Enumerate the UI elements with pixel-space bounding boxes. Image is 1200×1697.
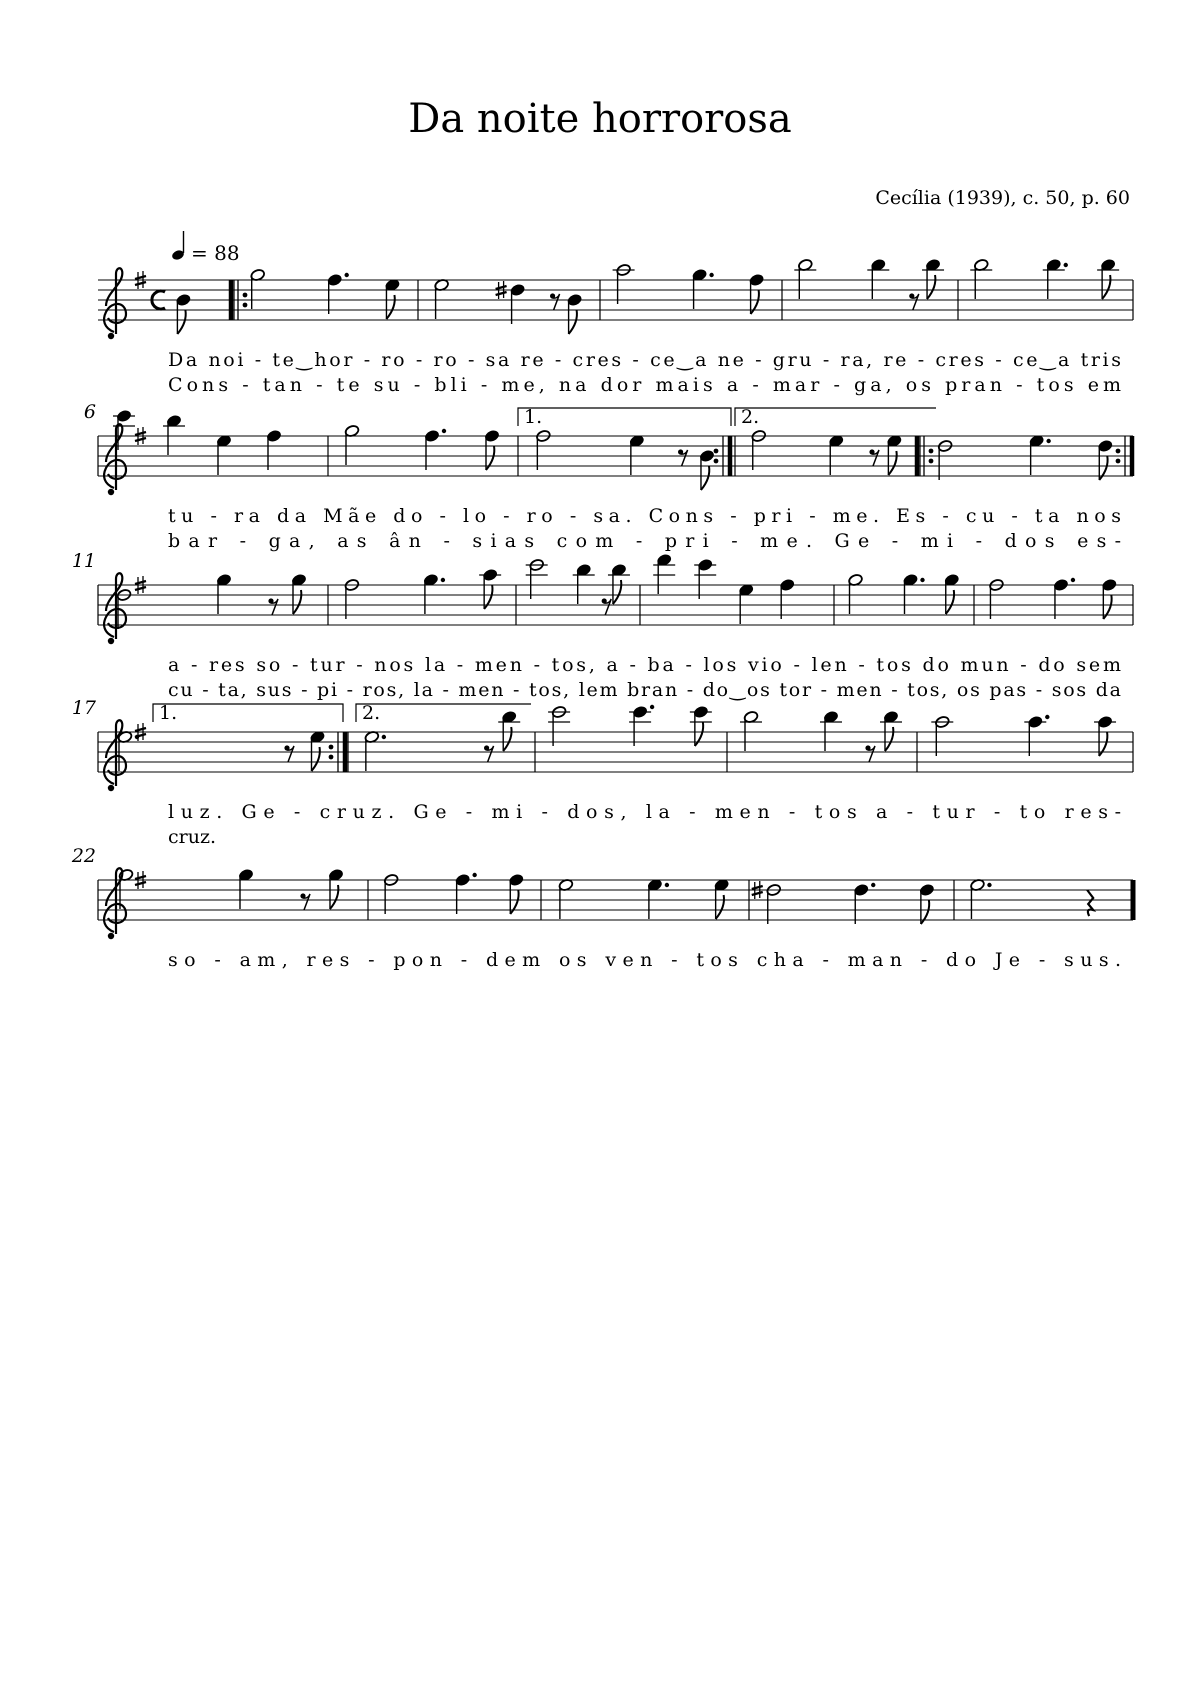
note — [118, 868, 134, 909]
page-title: Da noite horrorosa — [408, 96, 792, 142]
note — [970, 258, 992, 299]
eighth-rest-icon — [484, 745, 494, 762]
measure-number: 17 — [71, 697, 96, 719]
eighth-rest-icon — [550, 293, 560, 310]
staff-system — [72, 550, 1133, 701]
quarter-rest-icon — [1087, 890, 1093, 916]
note — [699, 449, 715, 490]
note — [536, 429, 552, 470]
note — [794, 258, 816, 299]
note — [424, 429, 446, 470]
note — [548, 705, 570, 746]
note — [629, 705, 654, 746]
note — [749, 273, 765, 314]
lyric-line: a - res so - tur - nos la - men - tos, a - ba - los vio - len - tos do mun - do sem — [168, 654, 1121, 676]
volta-label: 2. — [362, 702, 381, 724]
note — [931, 715, 953, 756]
note — [496, 281, 526, 324]
note — [163, 414, 185, 455]
measure-number: 22 — [71, 845, 96, 867]
lyric-line: Da noi - te‿hor - ro - ro - sa re - cres - ce‿a ne - gru - ra, re - cres - ce‿a tris — [168, 349, 1121, 371]
note — [653, 553, 675, 594]
note — [1029, 434, 1051, 475]
treble-clef-icon — [104, 573, 126, 639]
volta-label: 2. — [741, 406, 760, 428]
note — [291, 573, 307, 614]
measure-number: 6 — [83, 401, 96, 423]
note — [690, 705, 712, 746]
note — [508, 873, 524, 914]
volta-label: 1. — [159, 702, 178, 724]
note — [250, 268, 266, 309]
note — [848, 573, 864, 614]
staff-systems — [71, 258, 1133, 971]
note — [970, 878, 992, 919]
note — [344, 424, 360, 465]
note — [434, 278, 450, 319]
staff-system — [84, 401, 1133, 552]
note — [1101, 578, 1117, 619]
treble-clef-icon — [104, 720, 126, 786]
note — [692, 268, 714, 309]
note — [423, 573, 445, 614]
note — [1097, 439, 1113, 480]
staff-system — [71, 845, 1133, 971]
note — [479, 568, 501, 609]
note — [526, 558, 548, 599]
treble-clef-icon — [104, 424, 126, 490]
note — [828, 434, 844, 475]
note — [944, 573, 960, 614]
lyric-line: bar - ga, as ân - sias com - pri - me. Ge - mi - dos es- — [168, 530, 1122, 552]
note — [116, 588, 132, 629]
eighth-rest-icon — [284, 745, 294, 762]
note — [853, 883, 875, 924]
note — [903, 573, 925, 614]
note — [344, 578, 360, 619]
lyric-line: cruz. — [168, 826, 217, 848]
note — [364, 730, 386, 771]
note — [647, 878, 669, 919]
note — [455, 873, 477, 914]
note — [779, 578, 795, 619]
note — [1053, 578, 1075, 619]
note — [498, 710, 520, 751]
note — [608, 563, 630, 604]
note — [117, 730, 139, 771]
note — [922, 258, 944, 299]
note — [573, 563, 595, 604]
note — [694, 558, 716, 599]
eighth-rest-icon — [300, 893, 310, 910]
note — [1024, 715, 1049, 756]
lyric-line: Cons - tan - te su - bli - me, na dor mais a - mar - ga, os pran - tos em — [168, 374, 1121, 396]
note — [567, 293, 583, 334]
note — [176, 293, 192, 334]
source-citation: Cecília (1939), c. 50, p. 60 — [875, 187, 1130, 209]
note — [887, 434, 903, 475]
tempo-marking — [171, 231, 240, 265]
note — [752, 881, 782, 924]
note — [714, 878, 730, 919]
note — [919, 883, 935, 924]
note — [989, 578, 1005, 619]
note — [216, 573, 232, 614]
note — [484, 429, 500, 470]
eighth-rest-icon — [602, 598, 612, 615]
eighth-rest-icon — [909, 293, 919, 310]
note — [266, 429, 282, 470]
volta-bracket — [518, 406, 731, 428]
measure-number: 11 — [71, 550, 96, 572]
note — [738, 583, 754, 624]
note — [558, 878, 574, 919]
note — [880, 710, 902, 751]
treble-clef-icon — [104, 868, 126, 934]
note — [937, 439, 953, 480]
volta-bracket — [153, 702, 343, 724]
note — [740, 710, 762, 751]
eighth-rest-icon — [865, 745, 875, 762]
note — [1094, 715, 1116, 756]
note — [328, 868, 344, 909]
note — [867, 258, 889, 299]
note — [629, 434, 645, 475]
lyric-line: so - am, res - pon - dem os ven - tos cha - man - do Je - sus. — [168, 949, 1121, 971]
note — [751, 429, 767, 470]
staff-system — [72, 697, 1133, 848]
note — [820, 710, 842, 751]
note — [1043, 258, 1068, 299]
lyric-line: tu - ra da Mãe do - lo - ro - sa. Cons - pri - me. Es - cu - ta nos — [168, 505, 1121, 527]
lyric-line: cu - ta, sus - pi - ros, la - men - tos, lem bran - do‿os tor - men - tos, os pas - sos da — [168, 679, 1121, 701]
note — [216, 434, 232, 475]
note — [385, 278, 401, 319]
eighth-rest-icon — [268, 598, 278, 615]
treble-clef-icon — [104, 268, 126, 334]
lyric-line: luz. Ge - cruz. Ge - mi - dos, la - men - tos a - tur - to res- — [168, 801, 1122, 823]
note — [1097, 258, 1119, 299]
eighth-rest-icon — [678, 449, 688, 466]
note — [383, 873, 399, 914]
eighth-rest-icon — [869, 449, 879, 466]
note — [327, 273, 349, 314]
note — [613, 263, 635, 304]
staff-system — [98, 258, 1133, 396]
volta-bracket — [735, 406, 936, 428]
note — [238, 868, 254, 909]
tempo-text: = 88 — [191, 241, 240, 265]
volta-label: 1. — [524, 406, 543, 428]
note — [310, 730, 326, 771]
